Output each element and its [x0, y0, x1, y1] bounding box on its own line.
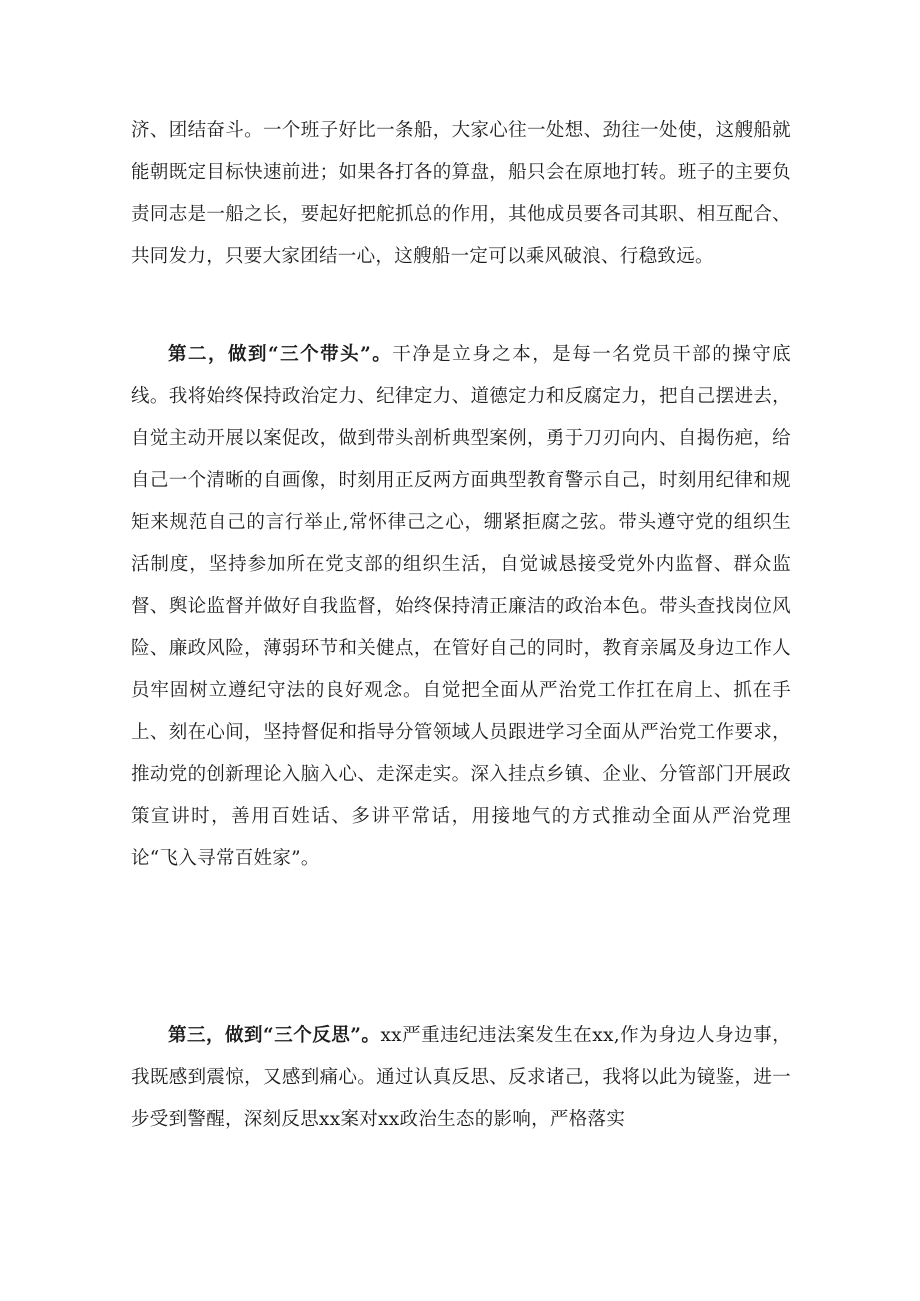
paragraph-body: 济、团结奋斗。一个班子好比一条船，大家心往一处想、劲往一处使，这艘船就能朝既定目标快速前进；如果各打各的算盘，船只会在原地打转。班子的主要负责同志是一船之长，要起好把舵抓总的作用，其他成员要各司其职、相互配合、共同发力，只要大家团结一心，这艘船一定可以乘风破浪、行稳致远。	[131, 120, 791, 267]
paragraph-continuation	[131, 110, 791, 278]
paragraph-third-point	[131, 1015, 791, 1141]
paragraph-heading: 第三，做到“三个反思”。	[168, 1025, 381, 1046]
paragraph-second-point	[131, 334, 791, 880]
paragraph-heading: 第二，做到“三个带头”。	[168, 344, 393, 365]
paragraph-body: 干净是立身之本，是每一名党员干部的操守底线。我将始终保持政治定力、纪律定力、道德定力和反腐定力，把自己摆进去，自觉主动开展以案促改，做到带头剖析典型案例，勇于刀刃向内、自揭伤疤，给自己一个清晰的自画像，时刻用正反两方面典型教育警示自己，时刻用纪律和规矩来规范自己的言行举止,常怀律己之心，绷紧拒腐之弦。带头遵守党的组织生活制度，坚持参加所在党支部的组织生活，自觉诚恳接受党外内监督、群众监督、舆论监督并做好自我监督，始终保持清正廉洁的政治本色。带头查找岗位风险、廉政风险，薄弱环节和关健点，在管好自己的同时，教育亲属及身边工作人员牢固树立遵纪守法的良好观念。自觉把全面从严治党工作扛在肩上、抓在手上、刻在心间，坚持督促和指导分管领域人员跟进学习全面从严治党工作要求，推动党的创新理论入脑入心、走深走实。深入挂点乡镇、企业、分管部门开展政策宣讲时，善用百姓话、多讲平常话，用接地气的方式推动全面从严治党理论“飞入寻常百姓家”。	[131, 344, 791, 869]
paragraph-body: xx严重违纪违法案发生在xx,作为身边人身边事，我既感到震惊，又感到痛心。通过认真反思、反求诸己，我将以此为镜鉴，进一步受到警醒，深刻反思xx案对xx政治生态的影响，严格落实	[131, 1025, 791, 1130]
